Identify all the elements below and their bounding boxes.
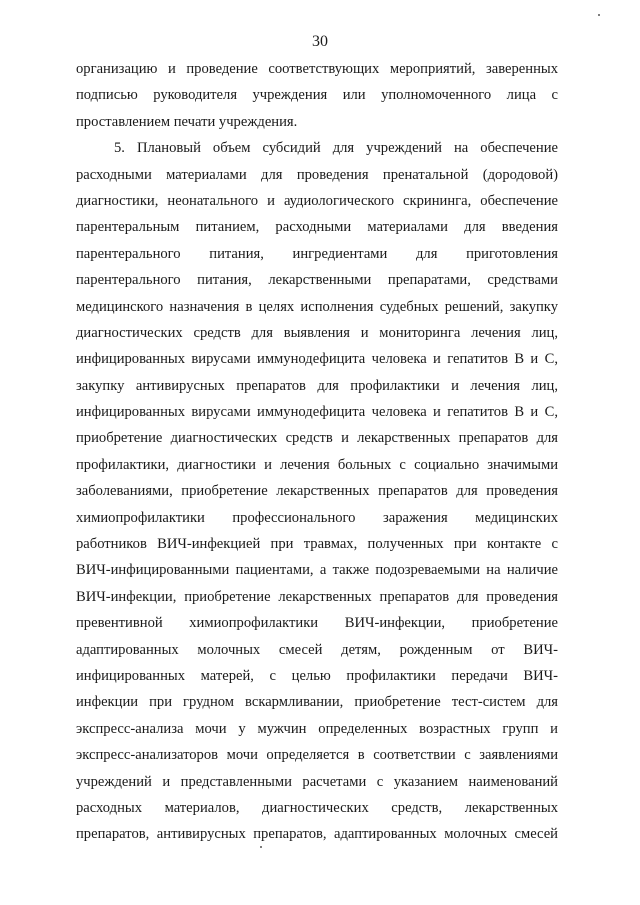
text-line: организацию и проведение соответствующих мероприятий, заверенных [76, 61, 558, 77]
text-line: экспресс-анализаторов мочи определяется в соответствии с заявлениями [76, 747, 558, 764]
text-line: превентивной химиопрофилактики ВИЧ-инфекции, приобретение [76, 615, 558, 632]
text-line: инфицированных вирусами иммунодефицита человека и гепатитов В и С, [76, 404, 558, 421]
text-line: приобретение диагностических средств и лекарственных препаратов для [76, 430, 558, 447]
text-line: инфицированных вирусами иммунодефицита человека и гепатитов В и С, [76, 351, 558, 368]
text-line: подписью руководителя учреждения или уполномоченного лица с [76, 87, 558, 104]
text-line: 5. Плановый объем субсидий для учреждений на обеспечение [114, 140, 558, 157]
text-line: расходными материалами для проведения пренатальной (дородовой) [76, 166, 558, 183]
text-line: инфицированных матерей, с целью профилактики передачи ВИЧ- [76, 667, 558, 684]
scan-speck [598, 14, 600, 16]
text-line: диагностических средств для выявления и мониторинга лечения лиц, [76, 324, 558, 341]
text-line: учреждений и представленными расчетами с указанием наименований [76, 773, 558, 790]
text-line: адаптированных молочных смесей детям, рожденным от ВИЧ- [76, 641, 558, 658]
text-line: парентеральным питанием, расходными материалами для введения [76, 219, 558, 236]
text-line: препаратов, антивирусных препаратов, адаптированных молочных смесей [76, 826, 558, 843]
text-line: химиопрофилактики профессионального заражения медицинских [76, 509, 558, 526]
text-line: ВИЧ-инфекции, приобретение лекарственных препаратов для проведения [76, 588, 558, 605]
text-line: парентерального питания, лекарственными препаратами, средствами [76, 272, 558, 289]
text-line: инфекции при грудном вскармливании, приобретение тест-систем для [76, 694, 558, 711]
document-body [76, 56, 558, 848]
text-line: проставлением печати учреждения. [76, 113, 298, 130]
text-line: расходных материалов, диагностических средств, лекарственных [76, 799, 558, 816]
text-line: парентерального питания, ингредиентами для приготовления [76, 245, 558, 262]
text-line: медицинского назначения в целях исполнения судебных решений, закупку [76, 298, 558, 315]
text-line: заболеваниями, приобретение лекарственных препаратов для проведения [76, 483, 558, 500]
text-line: работников ВИЧ-инфекцией при травмах, полученных при контакте с [76, 536, 558, 553]
text-line: экспресс-анализа мочи у мужчин определенных возрастных групп и [76, 720, 558, 737]
text-line: диагностики, неонатального и аудиологического скрининга, обеспечение [76, 192, 558, 209]
text-line: профилактики, диагностики и лечения больных с социально значимыми [76, 456, 558, 473]
text-line: ВИЧ-инфицированными пациентами, а также подозреваемыми на наличие [76, 562, 558, 579]
page-number: 30 [312, 33, 328, 50]
scan-speck [260, 846, 262, 848]
text-line: закупку антивирусных препаратов для профилактики и лечения лиц, [76, 377, 558, 394]
